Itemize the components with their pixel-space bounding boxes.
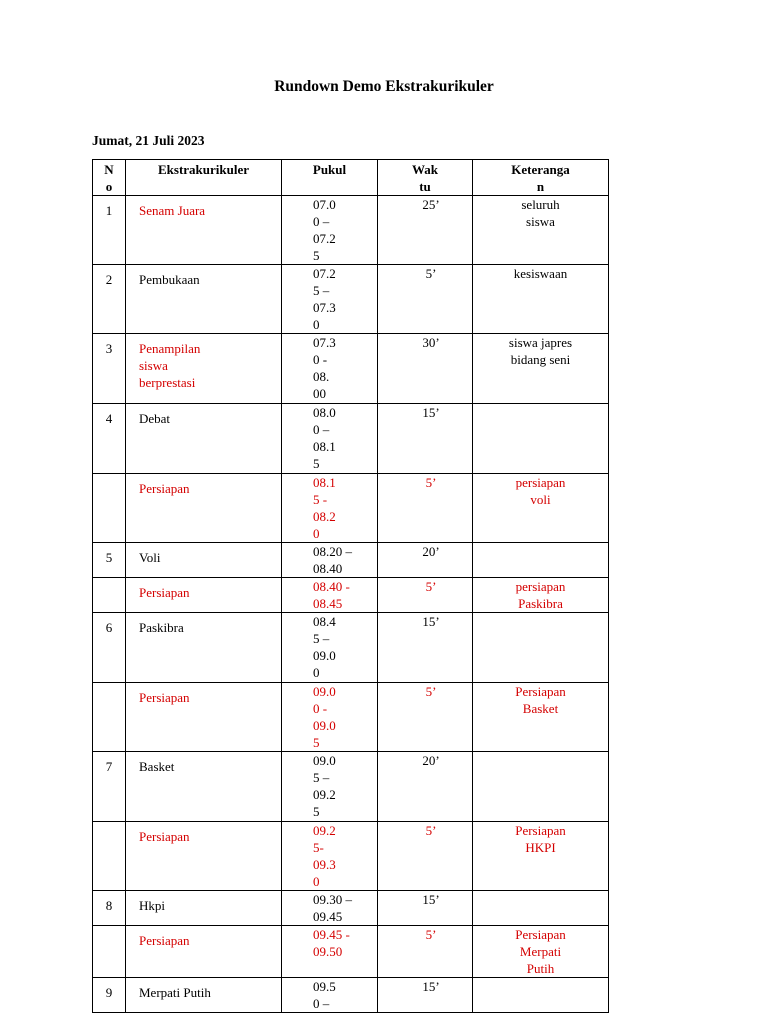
cell-no	[93, 404, 126, 474]
cell-ekstrakurikuler-text: Persiapan	[139, 933, 190, 948]
cell-ekstrakurikuler-text: Debat	[139, 411, 171, 426]
cell-waktu-text: 5’	[425, 475, 437, 490]
cell-keterangan	[473, 683, 609, 752]
cell-pukul	[282, 752, 378, 822]
cell-keterangan	[473, 196, 609, 265]
cell-ekstrakurikuler-text: Voli	[139, 550, 161, 565]
cell-waktu-text: 5’	[425, 823, 437, 838]
table-body	[93, 196, 609, 1013]
table-row	[93, 196, 609, 265]
table-row	[93, 404, 609, 474]
cell-pukul-text: 08.4 5 – 09.0 0	[313, 614, 336, 680]
table-row	[93, 683, 609, 752]
cell-pukul	[282, 334, 378, 404]
cell-keterangan-text: Persiapan HKPI	[515, 823, 566, 855]
cell-keterangan-text: Persiapan Basket	[515, 684, 566, 716]
cell-ekstrakurikuler-text: Persiapan	[139, 481, 190, 496]
cell-no-text	[93, 822, 125, 828]
cell-ekstrakurikuler-text: Senam Juara	[139, 203, 206, 218]
cell-keterangan	[473, 543, 609, 578]
cell-ekstrakurikuler-text: Basket	[139, 759, 175, 774]
cell-keterangan	[473, 822, 609, 891]
cell-waktu-text: 25’	[422, 197, 440, 212]
cell-waktu	[378, 265, 473, 334]
cell-waktu-text: 20’	[422, 753, 440, 768]
cell-no	[93, 265, 126, 334]
header-keterangan: Keteranga n	[473, 160, 609, 196]
cell-ekstrakurikuler	[126, 613, 282, 683]
cell-keterangan-text: persiapan Paskibra	[515, 579, 566, 611]
cell-keterangan-text: seluruh siswa	[521, 197, 560, 229]
cell-pukul	[282, 474, 378, 543]
cell-ekstrakurikuler-text: Persiapan	[139, 829, 190, 844]
table-row	[93, 926, 609, 978]
cell-pukul-text: 09.0 0 - 09.0 5	[313, 684, 336, 750]
cell-no	[93, 891, 126, 926]
cell-waktu-text: 5’	[425, 266, 437, 281]
cell-ekstrakurikuler	[126, 404, 282, 474]
cell-keterangan-text: persiapan voli	[515, 475, 566, 507]
table-row	[93, 752, 609, 822]
cell-no	[93, 613, 126, 683]
cell-waktu-text: 20’	[422, 544, 440, 559]
cell-ekstrakurikuler	[126, 891, 282, 926]
header-pukul: Pukul	[282, 160, 378, 196]
cell-keterangan	[473, 978, 609, 1013]
cell-no-text: 9	[105, 985, 113, 1000]
cell-waktu	[378, 196, 473, 265]
cell-pukul-text: 09.2 5- 09.3 0	[313, 823, 336, 889]
cell-pukul	[282, 196, 378, 265]
cell-pukul-text: 08.20 – 08.40	[313, 544, 352, 576]
cell-no	[93, 822, 126, 891]
table-row	[93, 543, 609, 578]
cell-no	[93, 683, 126, 752]
cell-pukul	[282, 613, 378, 683]
cell-waktu	[378, 334, 473, 404]
cell-pukul	[282, 265, 378, 334]
cell-waktu-text: 15’	[422, 979, 440, 994]
cell-no-text	[93, 578, 125, 584]
cell-waktu	[378, 404, 473, 474]
cell-ekstrakurikuler-text: Merpati Putih	[139, 985, 211, 1000]
cell-pukul-text: 09.30 – 09.45	[313, 892, 352, 924]
cell-no	[93, 543, 126, 578]
cell-ekstrakurikuler	[126, 196, 282, 265]
cell-pukul	[282, 822, 378, 891]
cell-no-text	[93, 474, 125, 480]
cell-ekstrakurikuler-text: Persiapan	[139, 690, 190, 705]
cell-waktu-text: 15’	[422, 892, 440, 907]
table-row	[93, 613, 609, 683]
cell-ekstrakurikuler	[126, 978, 282, 1013]
cell-ekstrakurikuler	[126, 578, 282, 613]
cell-pukul	[282, 578, 378, 613]
cell-no	[93, 752, 126, 822]
cell-keterangan	[473, 578, 609, 613]
cell-waktu	[378, 578, 473, 613]
cell-no-text	[93, 683, 125, 689]
cell-keterangan	[473, 891, 609, 926]
cell-no-text: 8	[105, 898, 113, 913]
cell-pukul-text: 09.5 0 –	[313, 979, 336, 1011]
cell-no-text: 1	[105, 203, 113, 218]
cell-no-text	[93, 926, 125, 932]
cell-ekstrakurikuler	[126, 265, 282, 334]
table-row	[93, 474, 609, 543]
cell-no-text: 2	[105, 272, 113, 287]
cell-ekstrakurikuler-text: Penampilan siswa berprestasi	[139, 341, 201, 390]
cell-waktu	[378, 752, 473, 822]
header-waktu: Wak tu	[378, 160, 473, 196]
cell-no-text: 4	[105, 411, 113, 426]
cell-no	[93, 978, 126, 1013]
table-row	[93, 891, 609, 926]
cell-ekstrakurikuler	[126, 752, 282, 822]
cell-no-text: 3	[105, 341, 113, 356]
cell-pukul-text: 08.1 5 - 08.2 0	[313, 475, 336, 541]
cell-waktu	[378, 891, 473, 926]
cell-waktu	[378, 474, 473, 543]
cell-waktu-text: 5’	[425, 927, 437, 942]
cell-no	[93, 196, 126, 265]
table-row	[93, 978, 609, 1013]
table-row	[93, 334, 609, 404]
cell-ekstrakurikuler	[126, 334, 282, 404]
cell-pukul	[282, 891, 378, 926]
cell-ekstrakurikuler-text: Hkpi	[139, 898, 165, 913]
cell-pukul	[282, 404, 378, 474]
header-ekstrakurikuler: Ekstrakurikuler	[126, 160, 282, 196]
cell-waktu-text: 5’	[425, 684, 437, 699]
cell-pukul-text: 09.0 5 – 09.2 5	[313, 753, 336, 819]
cell-waktu-text: 15’	[422, 405, 440, 420]
cell-pukul-text: 07.2 5 – 07.3 0	[313, 266, 336, 332]
cell-no-text: 7	[105, 759, 113, 774]
cell-waktu	[378, 543, 473, 578]
cell-pukul	[282, 978, 378, 1013]
cell-no	[93, 334, 126, 404]
cell-waktu	[378, 978, 473, 1013]
cell-no-text: 5	[105, 550, 113, 565]
cell-keterangan	[473, 334, 609, 404]
cell-ekstrakurikuler-text: Paskibra	[139, 620, 184, 635]
cell-keterangan	[473, 926, 609, 978]
rundown-table	[92, 159, 609, 1013]
cell-no	[93, 474, 126, 543]
cell-ekstrakurikuler-text: Persiapan	[139, 585, 190, 600]
cell-keterangan	[473, 404, 609, 474]
cell-pukul	[282, 683, 378, 752]
cell-waktu	[378, 822, 473, 891]
cell-keterangan	[473, 613, 609, 683]
page-title: Rundown Demo Ekstrakurikuler	[274, 78, 494, 95]
cell-waktu-text: 5’	[425, 579, 437, 594]
event-date: Jumat, 21 Juli 2023	[92, 133, 205, 148]
cell-keterangan-text: siswa japres bidang seni	[508, 335, 573, 367]
cell-no	[93, 578, 126, 613]
cell-keterangan-text: kesiswaan	[513, 266, 568, 281]
cell-pukul-text: 09.45 - 09.50	[313, 927, 350, 959]
table-row	[93, 578, 609, 613]
cell-waktu	[378, 926, 473, 978]
table-row	[93, 822, 609, 891]
cell-waktu-text: 30’	[422, 335, 440, 350]
cell-ekstrakurikuler-text: Pembukaan	[139, 272, 200, 287]
cell-pukul	[282, 543, 378, 578]
cell-keterangan-text: Persiapan Merpati Putih	[515, 927, 566, 976]
cell-no-text: 6	[105, 620, 113, 635]
table-header-row	[93, 160, 609, 196]
cell-ekstrakurikuler	[126, 926, 282, 978]
cell-waktu	[378, 613, 473, 683]
cell-waktu-text: 15’	[422, 614, 440, 629]
cell-ekstrakurikuler	[126, 683, 282, 752]
cell-keterangan	[473, 265, 609, 334]
cell-keterangan	[473, 752, 609, 822]
table-row	[93, 265, 609, 334]
cell-ekstrakurikuler	[126, 474, 282, 543]
cell-ekstrakurikuler	[126, 822, 282, 891]
cell-pukul-text: 08.0 0 – 08.1 5	[313, 405, 336, 471]
cell-waktu	[378, 683, 473, 752]
cell-pukul-text: 07.3 0 - 08. 00	[313, 335, 336, 401]
cell-pukul	[282, 926, 378, 978]
cell-keterangan	[473, 474, 609, 543]
header-no: N o	[93, 160, 126, 196]
cell-pukul-text: 08.40 - 08.45	[313, 579, 350, 611]
cell-no	[93, 926, 126, 978]
cell-ekstrakurikuler	[126, 543, 282, 578]
cell-pukul-text: 07.0 0 – 07.2 5	[313, 197, 336, 263]
